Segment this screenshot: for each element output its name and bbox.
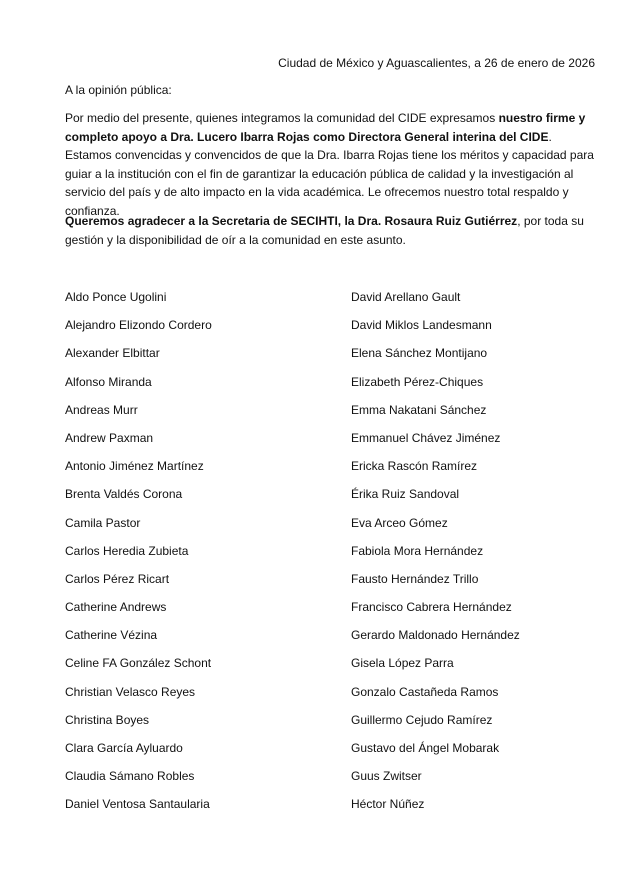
signatory-name: Héctor Núñez — [351, 797, 425, 812]
signatories-right-column — [351, 288, 621, 824]
signatory-name: Catherine Vézina — [65, 628, 158, 643]
signatory-name: Gustavo del Ángel Mobarak — [351, 741, 500, 755]
signatory-name: Andrew Paxman — [65, 430, 154, 445]
signatory-name: Daniel Ventosa Santaularia — [65, 797, 210, 812]
signatory-name: Aldo Ponce Ugolini — [65, 290, 167, 304]
signatory-name: Francisco Cabrera Hernández — [351, 600, 512, 615]
signatory-name: Guillermo Cejudo Ramírez — [351, 712, 493, 727]
signatory-name: Gerardo Maldonado Hernández — [351, 628, 520, 643]
signatory-name: Celine FA González Schont — [65, 656, 212, 671]
signatory-name: Eva Arceo Gómez — [351, 515, 448, 530]
signatory-name: Brenta Valdés Corona — [65, 487, 183, 502]
signatory-name: Alexander Elbittar — [65, 346, 160, 361]
signatory-name: Christian Velasco Reyes — [65, 684, 196, 699]
signatory-name: Emma Nakatani Sánchez — [351, 402, 487, 417]
signatory-name: Emmanuel Chávez Jiménez — [351, 430, 501, 445]
thanks-paragraph-body: , por toda su gestión y la disponibilidad de oír a la comunidad en este asunto. — [65, 214, 584, 247]
signatory-name: Elena Sánchez Montijano — [351, 346, 488, 361]
signatory-name: David Arellano Gault — [351, 290, 461, 304]
support-paragraph — [65, 109, 599, 220]
thanks-paragraph-emphasis: Queremos agradecer a la Secretaria de SECIHTI, la Dra. Rosaura Ruiz Gutiérrez — [65, 214, 518, 228]
support-paragraph-emphasis: nuestro firme y completo apoyo a Dra. Lucero Ibarra Rojas como Directora General interina del CIDE — [65, 111, 586, 144]
signatory-name: Christina Boyes — [65, 712, 150, 727]
signatory-name: Elizabeth Pérez-Chiques — [351, 374, 484, 389]
signatory-name: Alfonso Miranda — [65, 374, 152, 389]
signatory-name: Carlos Heredia Zubieta — [65, 543, 189, 558]
signatory-name: Camila Pastor — [65, 515, 141, 530]
support-paragraph-body: . Estamos convencidas y convencidos de que la Dra. Ibarra Rojas tiene los méritos y capacidad para guiar a la institución con el fin de garantizar la educación pública de calidad y la investigación al servicio del país y de alto impacto en la vida académica. Le ofrecemos nuestro total respaldo y confianza. — [65, 129, 594, 218]
signatory-name: Gonzalo Castañeda Ramos — [351, 684, 499, 699]
signatory-name: Catherine Andrews — [65, 600, 167, 615]
signatory-name: Alejandro Elizondo Cordero — [65, 318, 212, 333]
signatory-name: Érika Ruiz Sandoval — [351, 487, 460, 502]
signatory-name: Guus Zwitser — [351, 769, 422, 784]
signatory-name: Clara García Ayluardo — [65, 741, 183, 755]
signatories-left-column — [65, 288, 335, 824]
thanks-paragraph — [65, 212, 599, 249]
signatory-name: Fabiola Mora Hernández — [351, 543, 484, 558]
signatory-name: David Miklos Landesmann — [351, 318, 492, 333]
signatory-name: Antonio Jiménez Martínez — [65, 459, 204, 474]
support-paragraph-intro: Por medio del presente, quienes integramos la comunidad del CIDE expresamos — [65, 111, 499, 125]
salutation: A la opinión pública: — [65, 83, 172, 97]
signatory-name: Fausto Hernández Trillo — [351, 571, 479, 586]
signatory-name: Gisela López Parra — [351, 656, 454, 671]
signatory-name: Carlos Pérez Ricart — [65, 571, 170, 586]
signatory-name: Ericka Rascón Ramírez — [351, 459, 478, 474]
signatory-name: Andreas Murr — [65, 402, 138, 417]
dateline: Ciudad de México y Aguascalientes, a 26 de enero de 2026 — [278, 56, 595, 70]
signatory-name: Claudia Sámano Robles — [65, 769, 195, 784]
